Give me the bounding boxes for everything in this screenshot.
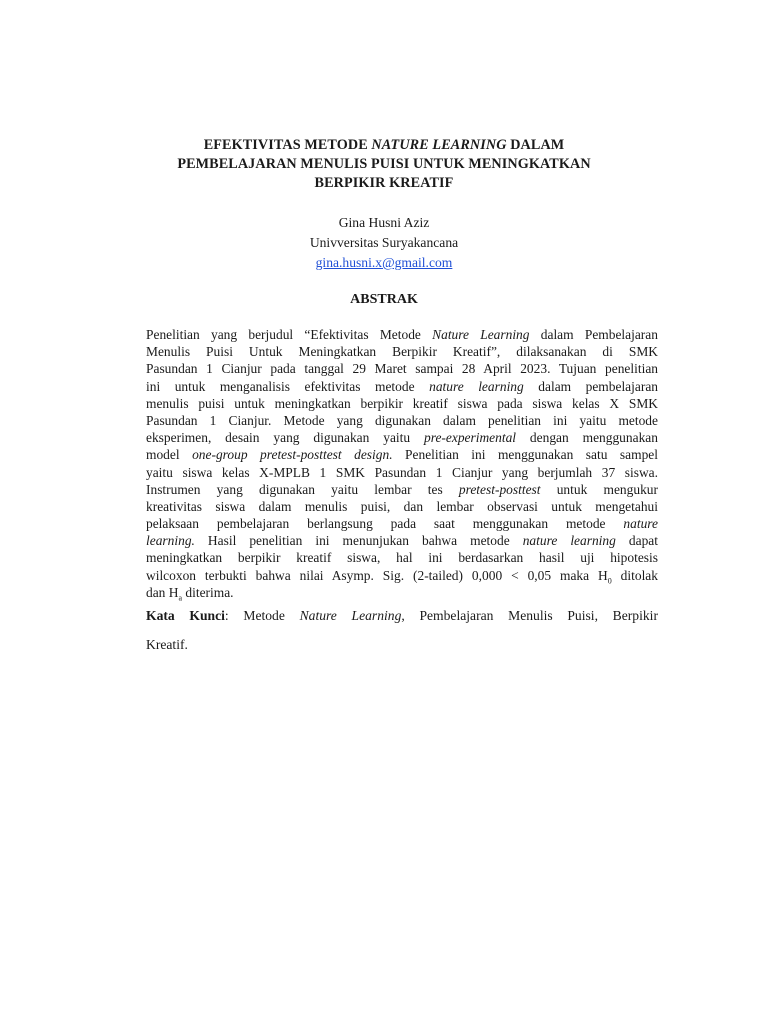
text-run: : Metode — [224, 608, 300, 623]
text-run: ini untuk menganalisis efektivitas metode — [146, 378, 430, 394]
italic-term: one-group pretest-posttest design. — [192, 447, 393, 463]
text-run: dalam Pembelajaran — [529, 327, 658, 342]
abstract-line — [146, 446, 658, 463]
subscript: a — [178, 593, 183, 603]
text-run: Pasundan 1 Cianjur. Metode yang digunakan dalam penelitian ini yaitu metode — [146, 412, 658, 428]
italic-term: pretest-posttest — [458, 481, 541, 497]
text-run: dengan menggunakan — [516, 430, 658, 446]
text-run: Pasundan 1 Cianjur pada tanggal 29 Maret sampai 28 April 2023. Tujuan penelitian — [146, 361, 658, 377]
text-run: menulis puisi untuk meningkatkan berpikir kreatif siswa pada siswa kelas X SMK — [146, 395, 658, 411]
text-run: , Pembelajaran Menulis Puisi, Berpikir — [401, 608, 658, 623]
text-run: Penelitian ini menggunakan satu sampel — [392, 447, 658, 463]
italic-term: Nature Learning — [299, 608, 402, 623]
paper-title — [130, 136, 638, 193]
abstract-line — [146, 412, 658, 429]
title-line-1 — [130, 136, 638, 155]
keywords-line — [146, 630, 658, 659]
text-run: Kreatif. — [146, 637, 188, 652]
abstract-line — [146, 567, 658, 584]
italic-term: nature learning — [429, 378, 524, 394]
text-run: diterima. — [182, 584, 234, 600]
text-run: dapat — [615, 533, 658, 549]
keywords-paragraph — [146, 601, 658, 659]
text-run: model — [146, 447, 193, 463]
author-email-link[interactable]: gina.husni.x@gmail.com — [315, 255, 453, 270]
title-line-3: BERPIKIR KREATIF — [314, 175, 454, 191]
abstract-line — [146, 395, 658, 412]
title-line-2: PEMBELAJARAN MENULIS PUISI UNTUK MENINGKATKAN — [177, 156, 591, 172]
text-run: dan H — [146, 584, 179, 600]
abstract-line — [146, 549, 658, 566]
abstract-line — [146, 515, 658, 532]
subscript: 0 — [607, 576, 612, 586]
abstract-heading: ABSTRAK — [350, 292, 418, 307]
title-italic-term: NATURE LEARNING — [371, 137, 507, 153]
italic-term: learning. — [146, 533, 195, 549]
text-run: dalam pembelajaran — [523, 378, 658, 394]
abstract-line — [146, 378, 658, 395]
text-run: Instrumen yang digunakan yaitu lembar tes — [146, 481, 459, 497]
title-text: DALAM — [506, 137, 565, 153]
italic-term: nature learning — [522, 533, 616, 549]
text-run: pelaksaan pembelajaran berlangsung pada saat menggunakan metode — [146, 516, 624, 532]
italic-term: nature — [623, 516, 658, 532]
abstract-line — [146, 360, 658, 377]
text-run: Penelitian yang berjudul “Efektivitas Metode — [146, 327, 433, 342]
author-affiliation: Univversitas Suryakancana — [309, 235, 459, 250]
abstract-line — [146, 498, 658, 515]
text-run: yaitu siswa kelas X-MPLB 1 SMK Pasundan 1 Cianjur yang berjumlah 37 siswa. — [146, 464, 658, 480]
text-run: meningkatkan berpikir kreatif siswa, hal ini berdasarkan hasil uji hipotesis — [146, 550, 658, 566]
italic-term: Nature Learning — [432, 327, 530, 342]
italic-term: pre-experimental — [424, 430, 517, 446]
bold-label: Kata Kunci — [146, 608, 225, 623]
abstract-line — [146, 584, 658, 601]
abstract-body — [146, 326, 658, 601]
abstract-line — [146, 464, 658, 481]
text-run: Menulis Puisi Untuk Meningkatkan Berpikir Kreatif”, dilaksanakan di SMK — [146, 344, 658, 360]
abstract-line — [146, 326, 658, 343]
text-run: Hasil penelitian ini menunjukan bahwa metode — [194, 533, 523, 549]
title-text: EFEKTIVITAS METODE — [203, 137, 372, 153]
text-run: ditolak — [611, 567, 658, 583]
keywords-line — [146, 601, 658, 630]
abstract-line — [146, 481, 658, 498]
author-block — [180, 213, 588, 273]
abstract-line — [146, 532, 658, 549]
text-run: eksperimen, desain yang digunakan yaitu — [146, 430, 424, 446]
text-run: untuk mengukur — [540, 481, 658, 497]
text-run: wilcoxon terbukti bahwa nilai Asymp. Sig. (2-tailed) 0,000 < 0,05 maka H — [146, 567, 608, 583]
author-name: Gina Husni Aziz — [338, 215, 430, 230]
abstract-line — [146, 429, 658, 446]
text-run: kreativitas siswa dalam menulis puisi, dan lembar observasi untuk mengetahui — [146, 498, 658, 514]
abstract-line — [146, 343, 658, 360]
